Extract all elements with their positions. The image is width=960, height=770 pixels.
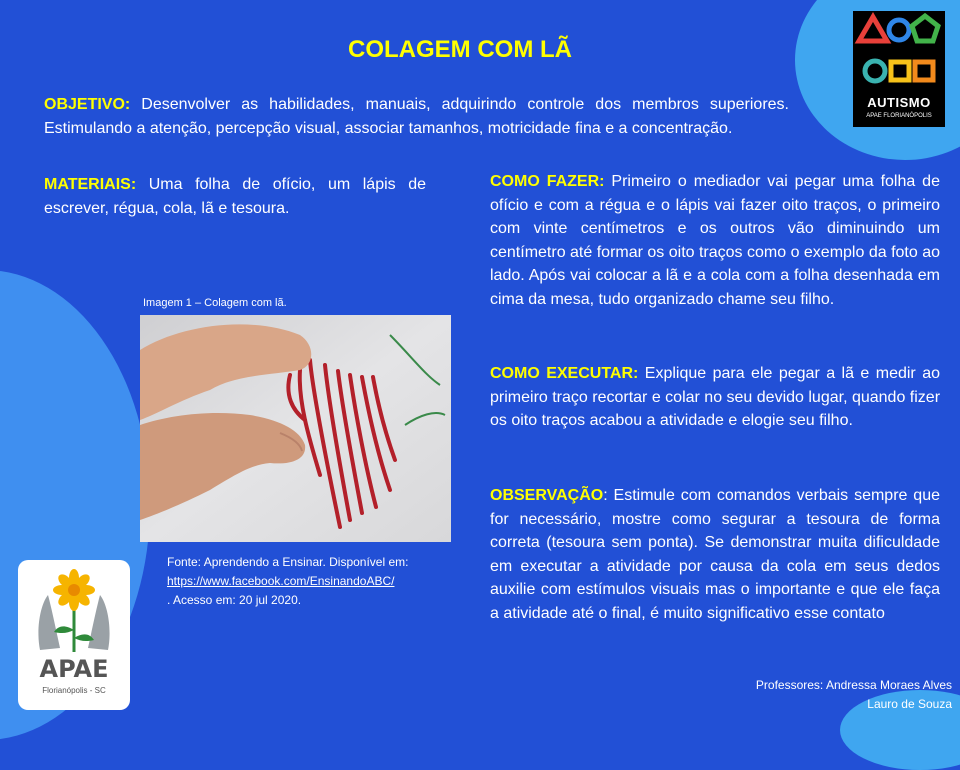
source-prefix: Fonte: Aprendendo a Ensinar. Disponível em: [167, 555, 409, 569]
how-to-execute-paragraph [490, 362, 940, 433]
observation-paragraph [490, 484, 940, 625]
how-to-paragraph [490, 170, 940, 311]
apae-logo-text: APAE [39, 655, 109, 683]
how-to-execute-text: Explique para ele pegar a lã e medir ao primeiro traço recortar e colar no seu devido lugar, quando fizer os oito traços acabou a atividade e elogie seu filho. [490, 365, 941, 429]
source-suffix: . Acesso em: 20 jul 2020. [167, 593, 302, 607]
how-to-label: COMO FAZER: [490, 173, 605, 190]
image-source [167, 553, 455, 610]
materials-text: Uma folha de ofício, um lápis de escrever, régua, cola, lã e tesoura. [44, 176, 427, 217]
autism-logo [853, 11, 945, 127]
image-caption: Imagem 1 – Colagem com lã. [143, 297, 287, 309]
page-title: COLAGEM COM LÃ [348, 36, 572, 63]
observation-text: : Estimule com comandos verbais sempre que for necessário, mostre como segurar a tesoura de forma correta (tesoura sem ponta). Se demonstrar muita dificuldade em executar a atividade por causa da cola em seus dedos auxilie com estímulos visuais mas o importante e que ele faça a atividade até o final, é muito significativo esse contato [490, 487, 940, 622]
activity-photo [140, 315, 451, 542]
teachers-credit [756, 676, 952, 714]
teachers-line-2: Lauro de Souza [867, 697, 952, 711]
objective-label: OBJETIVO: [44, 96, 131, 113]
observation-label: OBSERVAÇÃO [490, 487, 604, 504]
autism-shapes-icon [853, 11, 945, 95]
materials-paragraph [44, 173, 426, 220]
objective-paragraph [44, 93, 789, 140]
teachers-line-1: Professores: Andressa Moraes Alves [755, 678, 952, 692]
how-to-text: Primeiro o mediador vai pegar uma folha de ofício e com a régua e o lápis vai fazer oito traços, o primeiro com vinte centímetros e os outros vão diminuindo um centímetro até formar os oito traços como o exemplo da foto ao lado. Após vai colocar a lã e a cola com a folha desenhada em cima da mesa, tudo organizado chame seu filho. [490, 173, 940, 308]
apae-logo-subtext: Florianópolis - SC [42, 686, 106, 695]
autism-logo-subtext: APAE FLORIANÓPOLIS [866, 113, 932, 119]
how-to-execute-label: COMO EXECUTAR: [490, 365, 639, 382]
autism-logo-text: AUTISMO [867, 95, 931, 110]
source-link[interactable]: https://www.facebook.com/EnsinandoABC/ [167, 574, 395, 588]
apae-logo [18, 560, 130, 710]
materials-label: MATERIAIS: [44, 176, 137, 193]
objective-text: Desenvolver as habilidades, manuais, adquirindo controle dos membros superiores. Estimulando a atenção, percepção visual, associar tamanhos, motricidade fina e a concentração. [44, 96, 790, 137]
apae-flower-hands-icon [18, 560, 130, 655]
